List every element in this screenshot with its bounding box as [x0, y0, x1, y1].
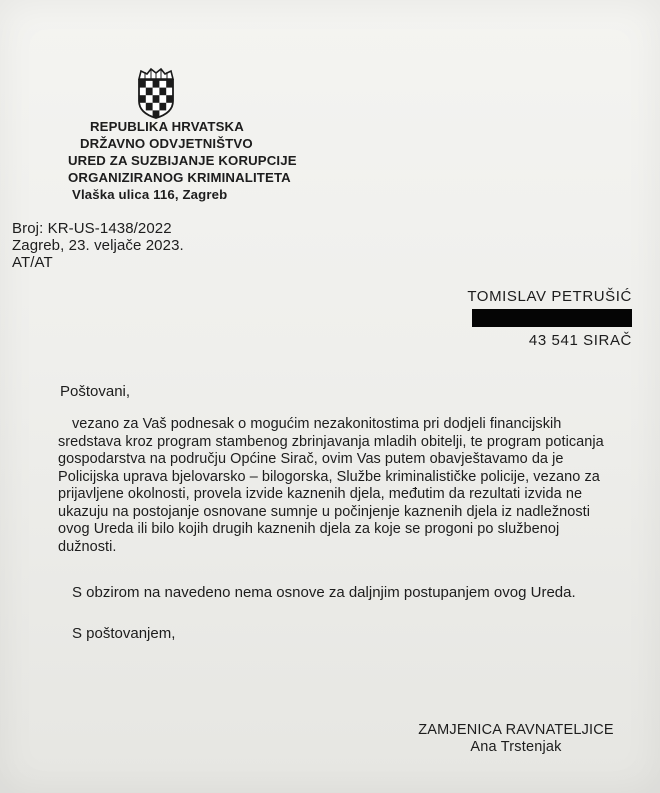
body-line: vezano za Vaš podnesak o mogućim nezakonitostima pri dodjeli financijskih — [72, 416, 562, 432]
letterhead-country: REPUBLIKA HRVATSKA — [90, 119, 244, 134]
body-line: prijavljene okolnosti, provela izvide kaznenih djela, međutim da rezultati izvida ne — [58, 486, 583, 502]
letter-body — [58, 416, 636, 556]
author-initials: AT/AT — [12, 254, 53, 271]
crest-shield — [139, 80, 173, 118]
signatory-title: ZAMJENICA RAVNATELJICE — [418, 722, 614, 738]
regards: S poštovanjem, — [72, 625, 176, 642]
document-meta — [12, 220, 184, 271]
recipient-block — [467, 288, 632, 349]
reference-number: Broj: KR-US-1438/2022 — [12, 220, 172, 237]
body-line: ukazuju na postojanje osnovane sumnje u počinjenje kaznenih djela iz nadležnosti — [58, 503, 590, 520]
redacted-address-bar — [472, 309, 632, 327]
letterhead-address: Vlaška ulica 116, Zagreb — [72, 187, 228, 202]
place-and-date: Zagreb, 23. veljače 2023. — [12, 237, 184, 254]
body-line: sredstava kroz program stambenog zbrinjavanja mladih obitelji, te program poticanja — [58, 433, 604, 450]
letterhead — [68, 118, 388, 203]
recipient-postal-city: 43 541 SIRAČ — [528, 332, 632, 349]
closing-statement: S obzirom na navedeno nema osnove za daljnjim postupanjem ovog Ureda. — [72, 584, 576, 601]
body-line: gospodarstva na području Općine Sirač, ovim Vas putem obavještavamo da je — [58, 451, 564, 467]
letterhead-office: URED ZA SUZBIJANJE KORUPCIJE — [68, 153, 297, 168]
body-line: dužnosti. — [58, 538, 117, 555]
letterhead-institution: DRŽAVNO ODVJETNIŠTVO — [80, 136, 253, 151]
salutation: Poštovani, — [60, 383, 131, 400]
body-line: ovog Ureda ili bilo kojih drugih kaznenih djela za koje se progoni po službenoj — [58, 521, 560, 537]
signature-block — [396, 722, 636, 756]
crest-crown — [139, 69, 173, 79]
recipient-name: TOMISLAV PETRUŠIĆ — [467, 288, 632, 305]
letterhead-office-continued: ORGANIZIRANOG KRIMINALITETA — [68, 170, 291, 185]
signatory-name: Ana Trstenjak — [470, 739, 562, 755]
body-line: Policijska uprava bjelovarsko – bilogorska, Službe kriminalističke policije, vezano za — [58, 468, 600, 485]
croatian-coat-of-arms-icon — [135, 67, 177, 119]
